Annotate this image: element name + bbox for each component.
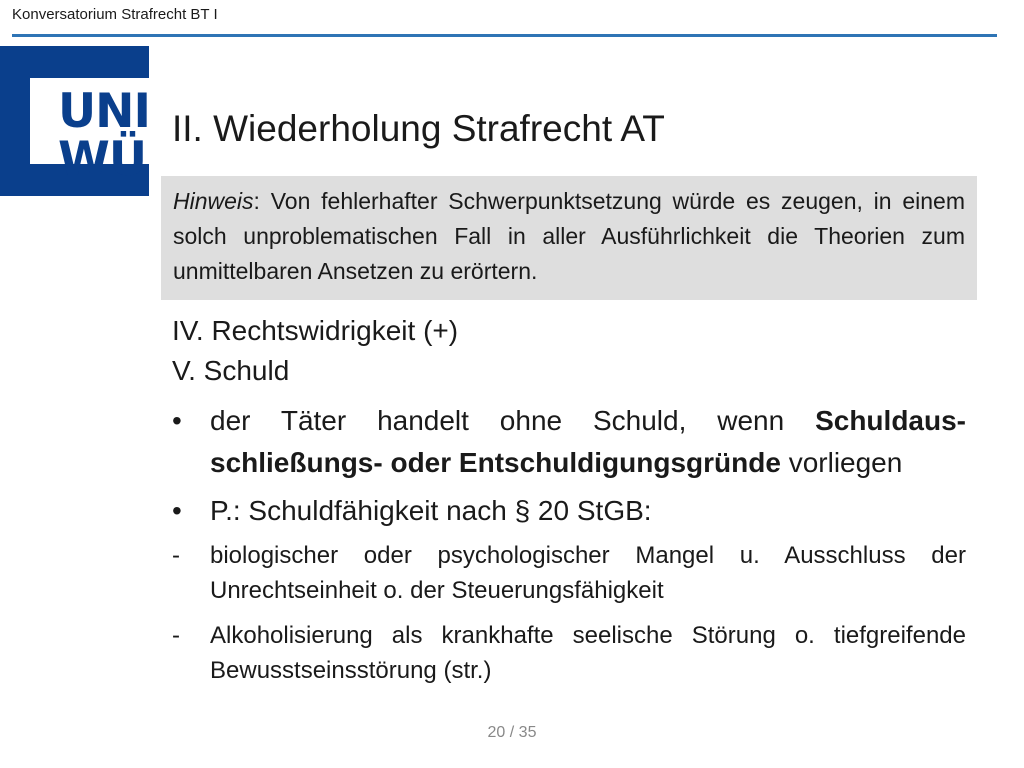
bullet-text: [210, 400, 966, 484]
bullet-marker: •: [172, 495, 182, 526]
header-divider: [12, 34, 997, 37]
section-heading-v: V. Schuld: [172, 355, 290, 386]
bullet-marker: •: [172, 405, 182, 436]
logo-line-2: WÜ: [58, 132, 147, 187]
course-title: Konversatorium Strafrecht BT I: [12, 6, 218, 23]
dash-text: Alkoholisierung als krankhafte seelische Störung o. tiefgreifende Bewusstseinsstörung (str.): [210, 622, 966, 684]
hint-text: : Von fehlerhafter Schwerpunktsetzung würde es zeugen, in einem solch unproblematischen Fall in aller Ausführlichkeit die Theorien zum unmittelbaren Ansetzen zu erörtern.: [173, 188, 965, 284]
bullet-text-bold: Schuldaus-schließungs- oder Entschuldigungsgründe: [210, 405, 966, 478]
page-indicator: 20 / 35: [487, 724, 537, 741]
dash-text: biologischer oder psychologischer Mangel u. Ausschluss der Unrechtseinheit o. der Steuerungsfähigkeit: [210, 542, 966, 604]
bullet-text-start: der Täter handelt ohne Schuld, wenn: [210, 405, 816, 436]
section-heading-iv: IV. Rechtswidrigkeit (+): [172, 315, 459, 346]
bullet-text: P.: Schuldfähigkeit nach § 20 StGB:: [210, 495, 652, 526]
hint-label: Hinweis: [173, 188, 254, 214]
logo-wordmark: [58, 84, 150, 187]
university-logo: [0, 46, 149, 196]
dash-marker: -: [172, 542, 180, 569]
bullet-item-schuldfaehigkeit: [172, 490, 966, 532]
hint-box: [161, 176, 977, 300]
bullet-text-end: vorliegen: [780, 447, 903, 478]
dash-item-mangel: [172, 538, 966, 608]
bullet-item-schuld: [172, 400, 966, 484]
dash-marker: -: [172, 622, 180, 649]
dash-item-alkohol: [172, 618, 966, 688]
logo-line-1: UNI: [58, 84, 150, 139]
slide-title: II. Wiederholung Strafrecht AT: [172, 108, 665, 149]
